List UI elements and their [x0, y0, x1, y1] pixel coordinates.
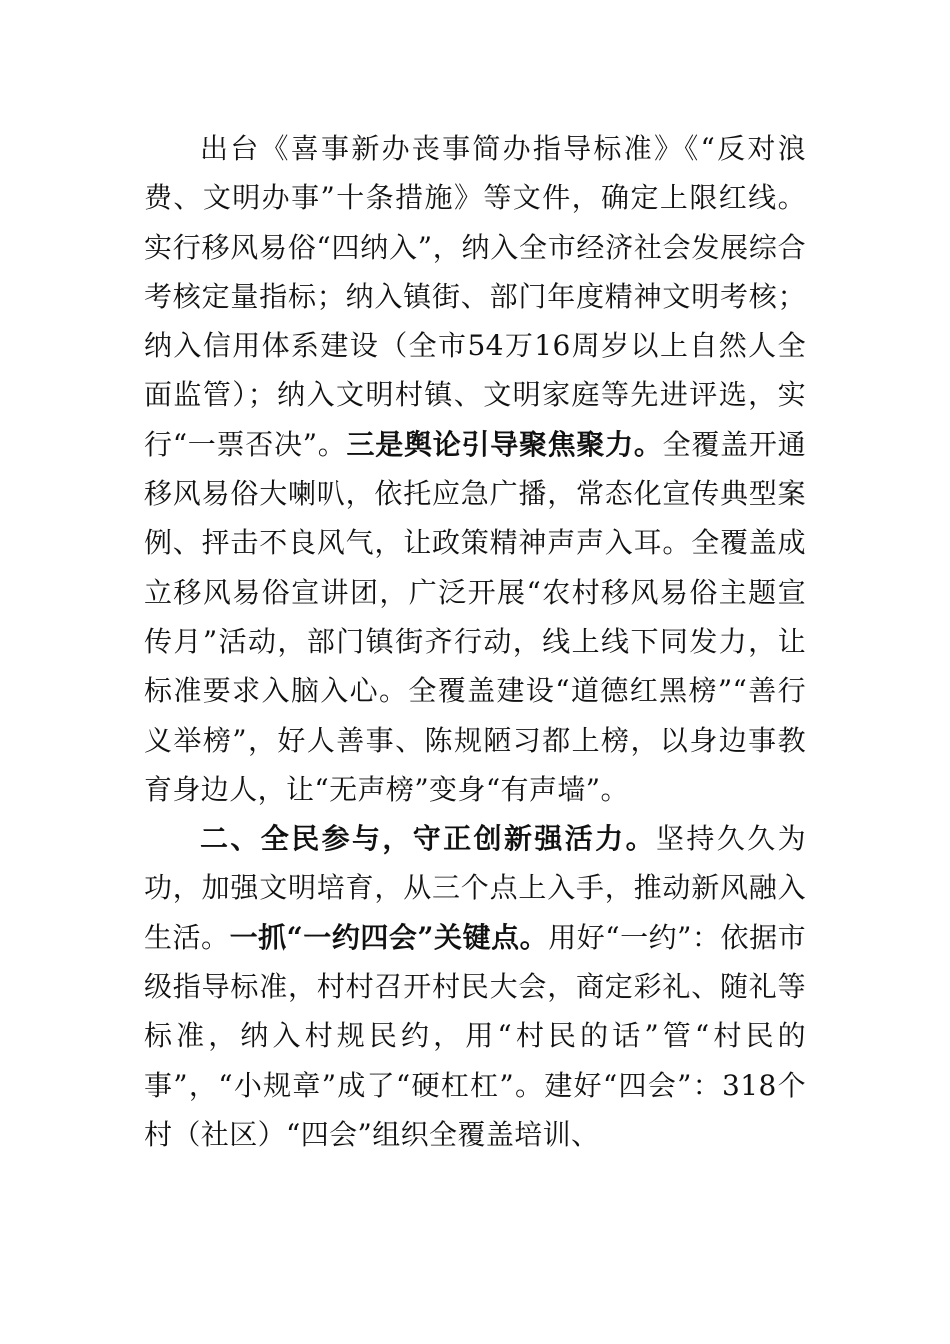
paragraph-1	[144, 124, 806, 814]
paragraph-2-text-b: 用好“一约”：依据市级指导标准，村村召开村民大会，商定彩礼、随礼等标准，纳入村规民约，用“村民的话”管“村民的事”，“小规章”成了“硬杠杠”。建好“四会”：318个村（社区）“四会”组织全覆盖培训、	[144, 920, 806, 1151]
paragraph-2	[144, 814, 806, 1159]
paragraph-2-bold-subheading: 一抓“一约四会”关键点。	[229, 920, 549, 954]
body-text	[144, 124, 806, 1159]
paragraph-2-text-a: 坚持久久为功，加强文明培育，从三个点上入手，推动新风融入生活。	[144, 822, 806, 954]
paragraph-1-text-b: 全覆盖开通移风易俗大喇叭，依托应急广播，常态化宣传典型案例、抨击不良风气，让政策精神声声入耳。全覆盖成立移风易俗宣讲团，广泛开展“农村移风易俗主题宣传月”活动，部门镇街齐行动，线上线下同发力，让标准要求入脑入心。全覆盖建设“道德红黑榜”“善行义举榜”，好人善事、陈规陋习都上榜，以身边事教育身边人，让“无声榜”变身“有声墙”。	[144, 427, 806, 806]
section-heading-2: 二、全民参与，守正创新强活力。	[200, 822, 656, 856]
paragraph-1-text-a: 出台《喜事新办丧事简办指导标准》《“反对浪费、文明办事”十条措施》等文件，确定上限红线。实行移风易俗“四纳入”，纳入全市经济社会发展综合考核定量指标；纳入镇街、部门年度精神文明考核；纳入信用体系建设（全市54万16周岁以上自然人全面监管）；纳入文明村镇、文明家庭等先进评选，实行“一票否决”。	[144, 132, 806, 461]
paragraph-1-bold-heading: 三是舆论引导聚焦聚力。	[346, 427, 663, 461]
